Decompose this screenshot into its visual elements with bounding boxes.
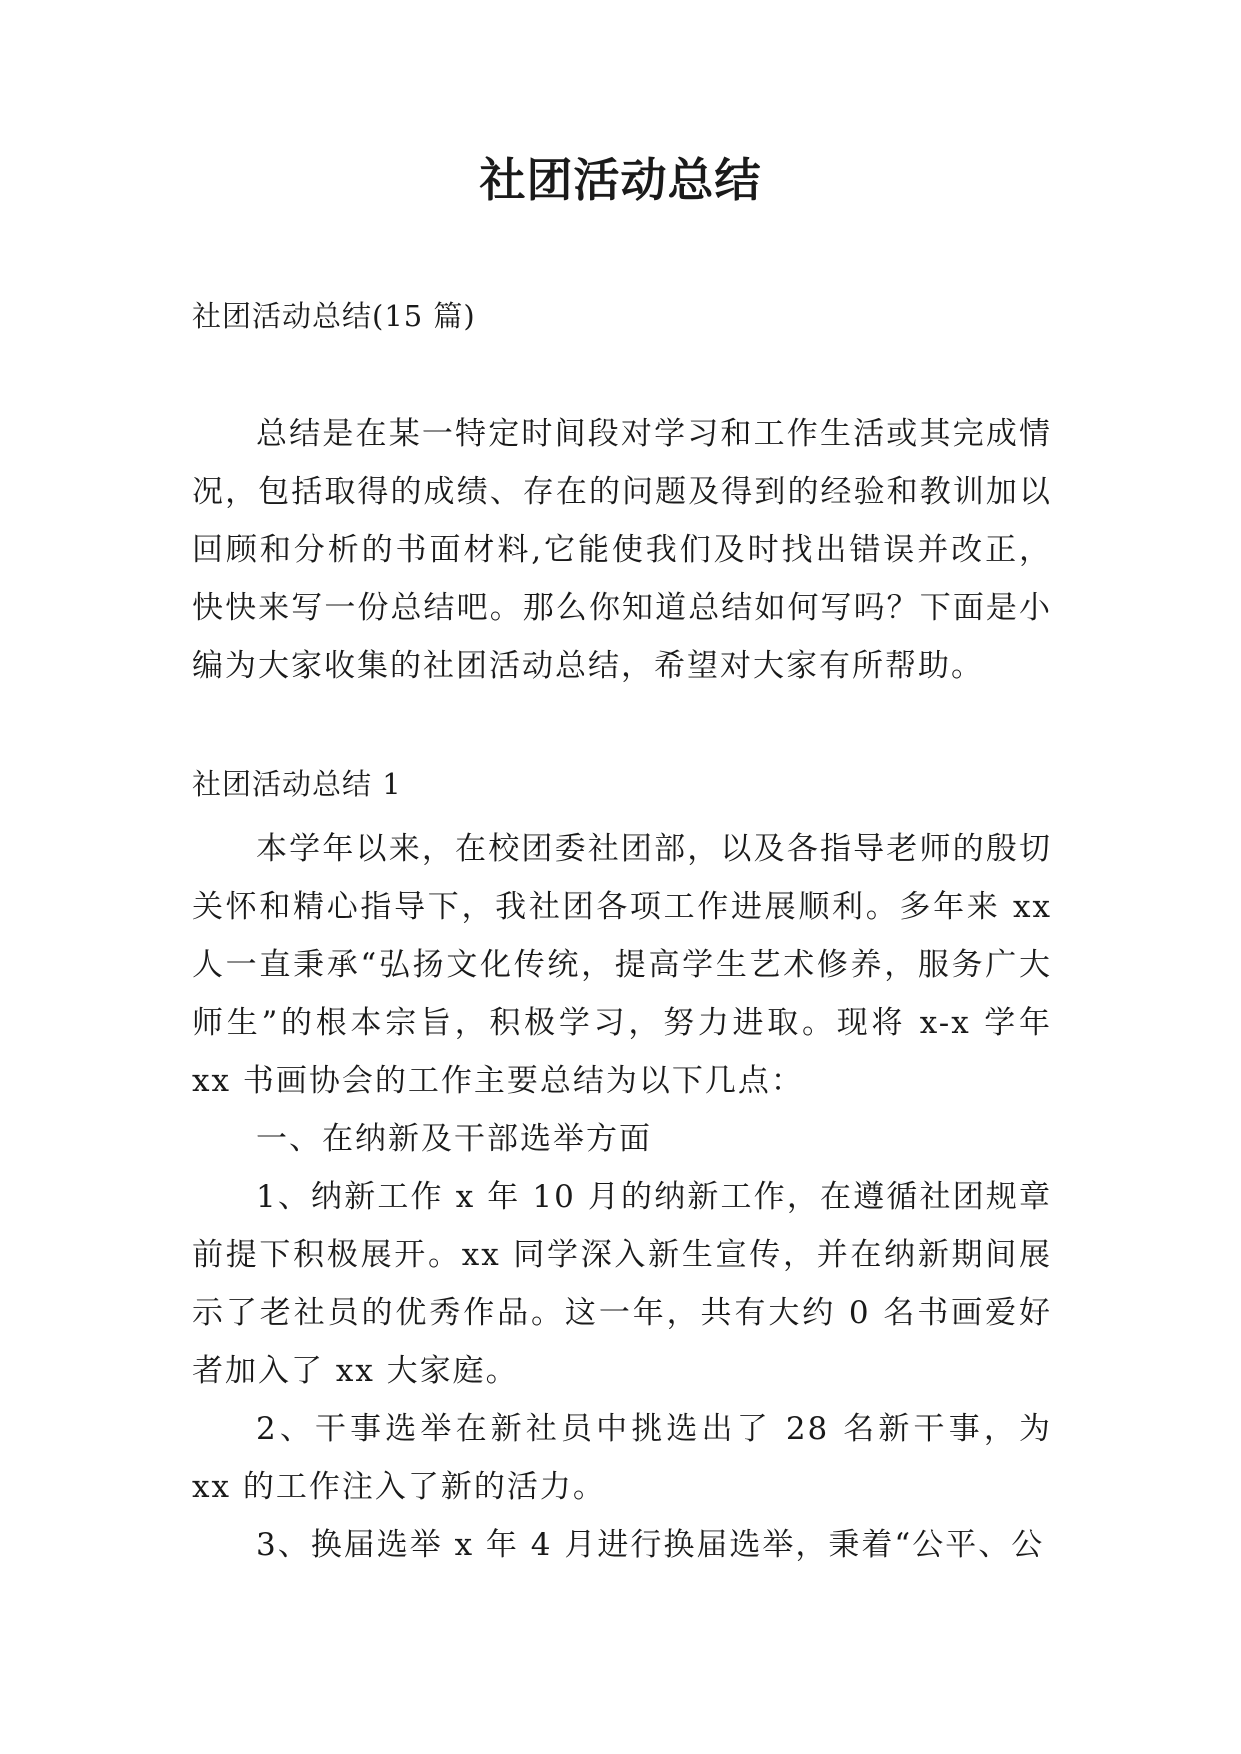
body-paragraph: 3、换届选举 x 年 4 月进行换届选举，秉着“公平、公	[256, 1527, 1045, 1563]
document-title: 社团活动总结	[479, 153, 762, 207]
section-heading: 社团活动总结 1	[192, 767, 402, 801]
body-paragraph: 1、纳新工作 x 年 10 月的纳新工作，在遵循社团规章前提下积极展开。xx 同学深入新生宣传，并在纳新期间展示了老社员的优秀作品。这一年，共有大约 0 名书画爱好者加入了 xx 大家庭。	[192, 1179, 1052, 1389]
body-paragraph: 本学年以来，在校团委社团部，以及各指导老师的殷切关怀和精心指导下，我社团各项工作进展顺利。多年来 xx 人一直秉承“弘扬文化传统，提高学生艺术修养，服务广大师生”的根本宗旨，积极学习，努力进取。现将 x-x 学年 xx 书画协会的工作主要总结为以下几点：	[192, 831, 1052, 1099]
section-body	[192, 820, 1052, 1574]
body-paragraph: 一、在纳新及干部选举方面	[256, 1121, 652, 1157]
document-subtitle: 社团活动总结(15 篇)	[192, 299, 476, 333]
intro-paragraph: 总结是在某一特定时间段对学习和工作生活或其完成情况，包括取得的成绩、存在的问题及得到的经验和教训加以回顾和分析的书面材料,它能使我们及时找出错误并改正，快快来写一份总结吧。那么你知道总结如何写吗？下面是小编为大家收集的社团活动总结，希望对大家有所帮助。	[192, 416, 1052, 684]
body-paragraph: 2、干事选举在新社员中挑选出了 28 名新干事，为 xx 的工作注入了新的活力。	[192, 1411, 1052, 1505]
